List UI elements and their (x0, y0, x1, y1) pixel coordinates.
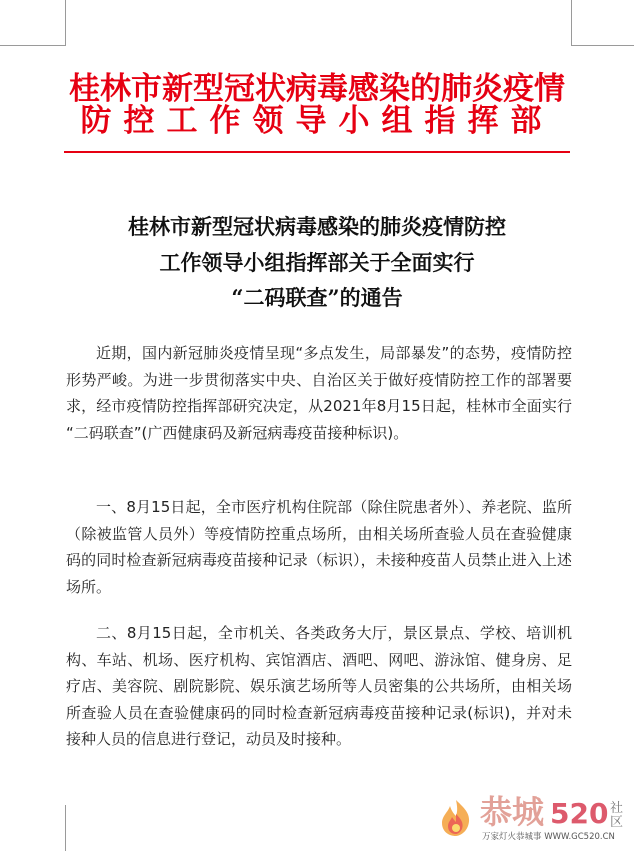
watermark-number: 520 (550, 797, 609, 830)
watermark-slogan: 万家灯火恭城事 WWW.GC520.CN (482, 832, 615, 842)
crop-mark (65, 805, 66, 851)
crop-mark (65, 0, 66, 46)
watermark-suffix: 社区 (610, 801, 624, 831)
crop-mark (0, 45, 66, 46)
notice-title-line2: 工作领导小组指挥部关于全面实行 (159, 250, 475, 275)
issuer-header-line1: 桂林市新型冠状病毒感染的肺炎疫情 (69, 71, 565, 107)
crop-mark (571, 0, 572, 46)
crop-mark (571, 45, 634, 46)
issuer-header-line2: 防控工作领导小组指挥部 (80, 103, 554, 139)
body-paragraph-intro: 近期，国内新冠肺炎疫情呈现“多点发生，局部暴发”的态势，疫情防控形势严峻。为进一步贯彻落实中央、自治区关于做好疫情防控工作的部署要求，经市疫情防控指挥部研究决定，从2021年8月15日起，桂林市全面实行 “二码联查”(广西健康码及新冠病毒疫苗接种标识)。 (66, 344, 572, 442)
header-divider (64, 151, 570, 153)
notice-title-line1: 桂林市新型冠状病毒感染的肺炎疫情防控 (128, 214, 506, 239)
flame-logo-icon (434, 798, 478, 838)
notice-title-line3: “二码联查”的通告 (231, 285, 403, 310)
body-paragraph-item-1: 一、8月15日起，全市医疗机构住院部（除住院患者外）、养老院、监所（除被监管人员外）等疫情防控重点场所，由相关场所查验人员在查验健康码的同时检查新冠病毒疫苗接种记录（标识），未接种疫苗人员禁止进入上述场所。 (66, 498, 572, 596)
body-paragraph-item-2: 二、8月15日起，全市机关、各类政务大厅，景区景点、学校、培训机构、车站、机场、医疗机构、宾馆酒店、酒吧、网吧、游泳馆、健身房、足疗店、美容院、剧院影院、娱乐演艺场所等人员密集的公共场所，由相关场所查验人员在查验健康码的同时检查新冠病毒疫苗接种记录(标识)，并对未接种人员的信息进行登记，动员及时接种。 (66, 624, 572, 749)
watermark-brand: 恭城 (480, 793, 545, 831)
site-watermark (434, 793, 630, 846)
